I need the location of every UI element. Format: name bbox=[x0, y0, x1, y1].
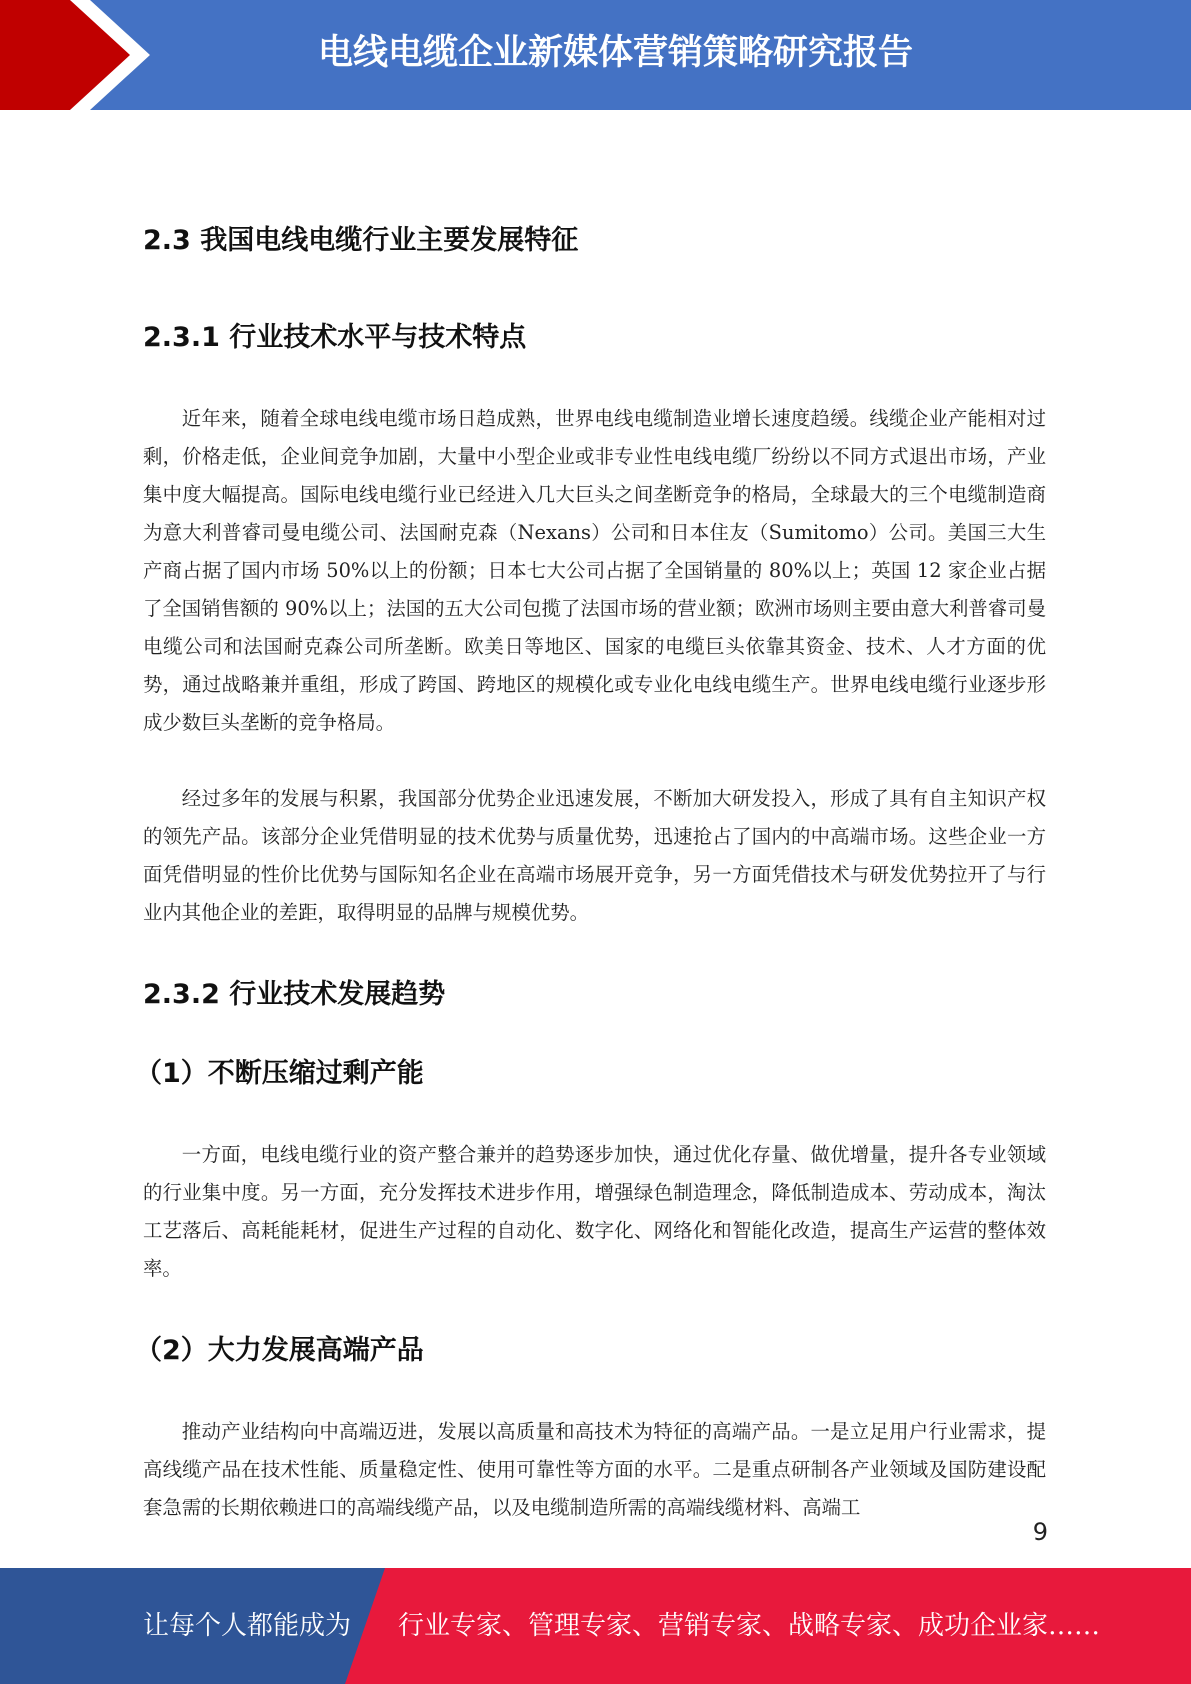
item-heading-2: （2）大力发展高端产品 bbox=[135, 1335, 424, 1366]
footer-slogan-right: 行业专家、管理专家、营销专家、战略专家、成功企业家…… bbox=[398, 1611, 1101, 1641]
footer-banner bbox=[0, 1568, 1191, 1684]
footer-slogan-left: 让每个人都能成为 bbox=[143, 1611, 352, 1641]
paragraph: 一方面，电线电缆行业的资产整合兼并的趋势逐步加快，通过优化存量、做优增量，提升各专业领域的行业集中度。另一方面，充分发挥技术进步作用，增强绿色制造理念，降低制造成本、劳动成本，淘汰工艺落后、高耗能耗材，促进生产过程的自动化、数字化、网络化和智能化改造，提高生产运营的整体效率。 bbox=[143, 1143, 1046, 1280]
page-number: 9 bbox=[1032, 1518, 1048, 1546]
report-title: 电线电缆企业新媒体营销策略研究报告 bbox=[317, 33, 913, 73]
section-heading-2-3-1: 2.3.1 行业技术水平与技术特点 bbox=[143, 322, 527, 353]
paragraph: 推动产业结构向中高端迈进，发展以高质量和高技术为特征的高端产品。一是立足用户行业需求，提高线缆产品在技术性能、质量稳定性、使用可靠性等方面的水平。二是重点研制各产业领域及国防建设配套急需的长期依赖进口的高端线缆产品，以及电缆制造所需的高端线缆材料、高端工 bbox=[143, 1420, 1046, 1519]
section-heading-2-3: 2.3 我国电线电缆行业主要发展特征 bbox=[143, 225, 579, 256]
header-banner bbox=[0, 0, 1191, 110]
document-body bbox=[135, 200, 1046, 1527]
paragraph: 近年来，随着全球电线电缆市场日趋成熟，世界电线电缆制造业增长速度趋缓。线缆企业产能相对过剩，价格走低，企业间竞争加剧，大量中小型企业或非专业性电线电缆厂纷纷以不同方式退出市场，产业集中度大幅提高。国际电线电缆行业已经进入几大巨头之间垄断竞争的格局，全球最大的三个电缆制造商为意大利普睿司曼电缆公司、法国耐克森（Nexans）公司和日本住友（Sumitomo）公司。美国三大生产商占据了国内市场 50%以上的份额；日本七大公司占据了全国销量的 80%以上；英国 12 家企业占据了全国销售额的 90%以上；法国的五大公司包揽了法国市场的营业额；欧洲市场则主要由意大利普睿司曼电缆公司和法国耐克森公司所垄断。欧美日等地区、国家的电缆巨头依靠其资金、技术、人才方面的优势，通过战略兼并重组，形成了跨国、跨地区的规模化或专业化电线电缆生产。世界电线电缆行业逐步形成少数巨头垄断的竞争格局。 bbox=[143, 407, 1046, 734]
paragraph: 经过多年的发展与积累，我国部分优势企业迅速发展，不断加大研发投入，形成了具有自主知识产权的领先产品。该部分企业凭借明显的技术优势与质量优势，迅速抢占了国内的中高端市场。这些企业一方面凭借明显的性价比优势与国际知名企业在高端市场展开竞争，另一方面凭借技术与研发优势拉开了与行业内其他企业的差距，取得明显的品牌与规模优势。 bbox=[143, 787, 1046, 924]
section-heading-2-3-2: 2.3.2 行业技术发展趋势 bbox=[143, 979, 446, 1010]
item-heading-1: （1）不断压缩过剩产能 bbox=[135, 1058, 424, 1089]
